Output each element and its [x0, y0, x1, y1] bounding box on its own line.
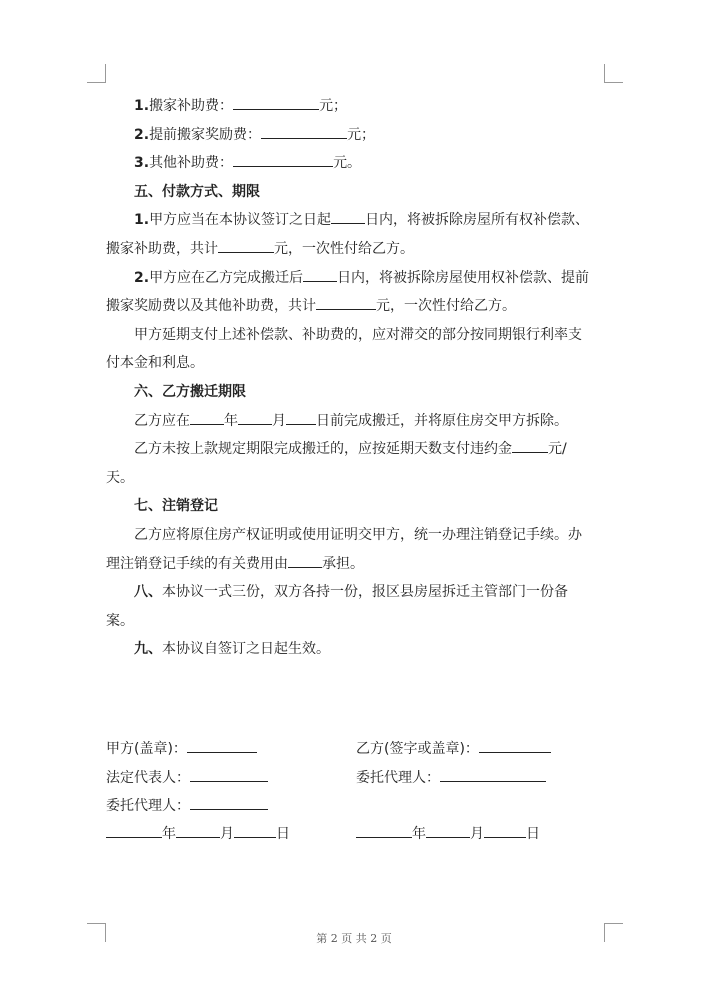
fill-blank[interactable] [512, 436, 548, 453]
item-unit: 元； [319, 98, 348, 114]
paragraph-line: 甲方延期支付上述补偿款、补助费的，应对滞交的部分按同期银行利率支 [134, 326, 582, 343]
item-number: 八、 [134, 584, 162, 601]
party-b-date-line [356, 820, 540, 848]
fill-blank[interactable] [218, 236, 274, 253]
paragraph-line: 案。 [106, 612, 134, 629]
paragraph-line [106, 550, 606, 579]
item-number: 1. [134, 212, 150, 229]
text: 日 [526, 826, 540, 842]
item-number: 3. [134, 155, 150, 172]
label: 委托代理人： [106, 798, 190, 814]
text: 年 [224, 412, 238, 429]
item-label: 提前搬家奖励费： [149, 126, 262, 143]
party-a-date-line [106, 820, 290, 848]
page-corner-mark-top-left [87, 64, 106, 83]
paragraph-line [106, 292, 606, 321]
fill-blank[interactable] [190, 765, 268, 782]
text: 月 [220, 826, 234, 842]
item-label: 搬家补助费： [149, 98, 234, 114]
fill-blank[interactable] [190, 408, 224, 425]
party-b-seal-line [356, 735, 551, 763]
text: 本协议一式三份，双方各持一份，报区县房屋拆迁主管部门一份备 [162, 584, 568, 601]
text: 日内，将被拆除房屋使用权补偿款、提前 [337, 269, 590, 286]
page-footer: 第 2 页 共 2 页 [316, 932, 392, 945]
text: 日 [276, 826, 290, 842]
fill-blank[interactable] [484, 821, 526, 838]
fill-blank[interactable] [288, 551, 322, 568]
text: 搬家奖励费以及其他补助费，共计 [106, 298, 316, 315]
text: 乙方应在 [134, 412, 190, 429]
party-a-agent-line [106, 792, 268, 820]
item-number: 1. [134, 98, 150, 114]
fill-blank[interactable] [238, 408, 272, 425]
text: 元/ [548, 441, 567, 458]
fill-blank[interactable] [479, 736, 551, 753]
text: 元，一次性付给乙方。 [376, 298, 516, 315]
fill-blank[interactable] [303, 265, 337, 282]
section-heading: 七、注销登记 [134, 498, 218, 515]
label: 甲方(盖章)： [106, 741, 187, 757]
paragraph-line: 天。 [106, 469, 134, 486]
item-unit: 元； [347, 126, 376, 143]
text: 月 [470, 826, 484, 842]
paragraph-line: 乙方应将原住房产权证明或使用证明交甲方，统一办理注销登记手续。办 [134, 526, 582, 543]
fill-blank[interactable] [356, 821, 412, 838]
item-number: 2. [134, 126, 150, 143]
party-a-seal-line [106, 735, 257, 763]
item-label: 其他补助费： [149, 155, 234, 172]
text: 年 [412, 826, 426, 842]
subsidy-line-3 [106, 149, 606, 178]
text: 日内，将被拆除房屋所有权补偿款、 [365, 212, 590, 229]
section-heading: 五、付款方式、期限 [134, 183, 260, 200]
legal-representative-line [106, 764, 268, 792]
paragraph-line [106, 407, 606, 436]
fill-blank[interactable] [331, 207, 365, 224]
fill-blank[interactable] [190, 793, 268, 810]
fill-blank[interactable] [233, 150, 333, 167]
paragraph-line [106, 206, 606, 235]
document-body [106, 92, 606, 664]
text: 元，一次性付给乙方。 [274, 240, 414, 257]
fill-blank[interactable] [187, 736, 257, 753]
text: 日前完成搬迁，并将原住房交甲方拆除。 [316, 412, 568, 429]
party-b-agent-line [356, 764, 546, 792]
text: 年 [162, 826, 176, 842]
paragraph-line [106, 264, 606, 293]
fill-blank[interactable] [426, 821, 470, 838]
label: 委托代理人： [356, 770, 440, 786]
text: 搬家补助费，共计 [106, 240, 218, 257]
item-unit: 元。 [333, 155, 362, 172]
fill-blank[interactable] [234, 821, 276, 838]
fill-blank[interactable] [316, 293, 376, 310]
page-corner-mark-top-right [604, 64, 623, 83]
text: 承担。 [322, 555, 364, 572]
label: 法定代表人： [106, 770, 190, 786]
fill-blank[interactable] [106, 821, 162, 838]
text: 本协议自签订之日起生效。 [162, 641, 330, 658]
fill-blank[interactable] [440, 765, 546, 782]
paragraph-line: 付本金和利息。 [106, 355, 204, 372]
text: 甲方应在乙方完成搬迁后 [149, 269, 304, 286]
item-number: 2. [134, 269, 150, 286]
fill-blank[interactable] [176, 821, 220, 838]
fill-blank[interactable] [261, 122, 347, 139]
subsidy-line-1 [106, 92, 606, 121]
subsidy-line-2 [106, 121, 606, 150]
label: 乙方(签字或盖章)： [356, 741, 479, 757]
fill-blank[interactable] [233, 93, 319, 110]
section-heading: 六、乙方搬迁期限 [134, 383, 246, 400]
text: 理注销登记手续的有关费用由 [106, 555, 288, 572]
paragraph-line [106, 635, 606, 664]
paragraph-line [106, 578, 606, 607]
fill-blank[interactable] [286, 408, 316, 425]
paragraph-line [106, 435, 606, 464]
paragraph-line [106, 235, 606, 264]
item-number: 九、 [134, 641, 162, 658]
text: 甲方应当在本协议签订之日起 [149, 212, 332, 229]
text: 乙方未按上款规定期限完成搬迁的，应按延期天数支付违约金 [134, 441, 512, 458]
text: 月 [272, 412, 286, 429]
